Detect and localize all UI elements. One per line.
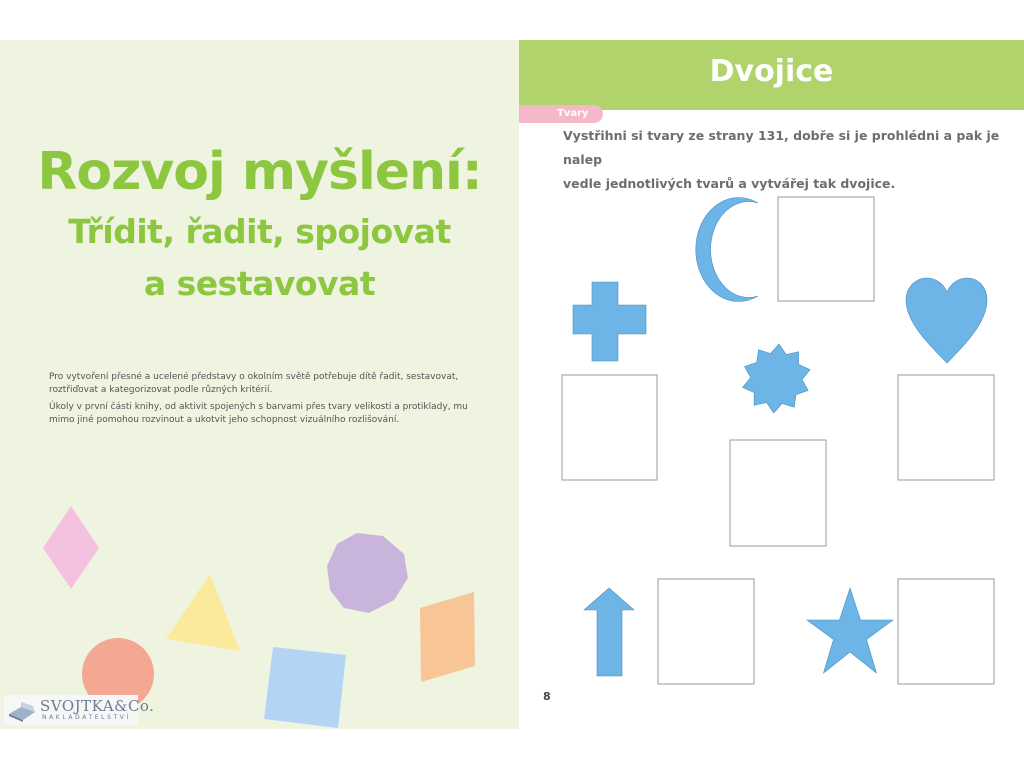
intro-paragraph: Pro vytvoření přesné a ucelené představy o okolním světě potřebuje dítě řadit, sestavovat, roztřiďovat a kategorizovat podle různých kritérií. bbox=[49, 372, 459, 395]
paste-box[interactable] bbox=[658, 579, 754, 684]
intro-paragraph: Úkoly v první části knihy, od aktivit spojených s barvami přes tvary velikosti a protiklady, mu mimo jiné pomohou rozvinout a ukotvit jeho schopnost vizuálního rozlišování. bbox=[49, 402, 468, 425]
logo-subtitle: NAKLADATELSTVÍ bbox=[42, 714, 131, 721]
paste-box[interactable] bbox=[898, 579, 994, 684]
cross-icon bbox=[573, 282, 646, 361]
page-subtitle-line1: Třídit, řadit, spojovat bbox=[68, 212, 451, 251]
left-page bbox=[0, 40, 519, 729]
exercise-area bbox=[519, 40, 1024, 729]
orange-parallelogram-shape bbox=[420, 592, 475, 682]
paste-box[interactable] bbox=[898, 375, 994, 480]
yellow-triangle-shape bbox=[166, 574, 240, 651]
arrow-up-icon bbox=[584, 588, 634, 676]
star-icon bbox=[807, 588, 893, 673]
instructions-line: Vystřihni si tvary ze strany 131, dobře si je prohlédni a pak je nalep bbox=[563, 128, 1000, 167]
logo-name: SVOJTKA&Co. bbox=[40, 697, 155, 715]
paste-box[interactable] bbox=[730, 440, 826, 546]
crescent-moon-icon bbox=[696, 198, 758, 302]
book-spread bbox=[0, 40, 1024, 729]
heart-icon bbox=[906, 278, 987, 363]
intro-text bbox=[49, 371, 469, 431]
purple-octagon-shape bbox=[327, 533, 408, 613]
publisher-logo bbox=[4, 695, 155, 725]
book-logo-icon bbox=[7, 698, 37, 722]
right-page bbox=[519, 40, 1024, 729]
paste-box[interactable] bbox=[562, 375, 657, 480]
decorative-shapes bbox=[0, 480, 519, 729]
paste-box[interactable] bbox=[778, 197, 874, 301]
page-title: Rozvoj myšlení: bbox=[37, 142, 482, 202]
pink-rhombus-shape bbox=[43, 506, 99, 589]
sun-burst-icon bbox=[743, 344, 811, 413]
blue-square-shape bbox=[264, 647, 346, 728]
section-title: Dvojice bbox=[709, 54, 834, 89]
page-subtitle-line2: a sestavovat bbox=[143, 264, 376, 303]
page-number: 8 bbox=[543, 690, 551, 703]
instructions-line: vedle jednotlivých tvarů a vytvářej tak dvojice. bbox=[563, 176, 896, 191]
section-tag: Tvary bbox=[519, 105, 603, 123]
